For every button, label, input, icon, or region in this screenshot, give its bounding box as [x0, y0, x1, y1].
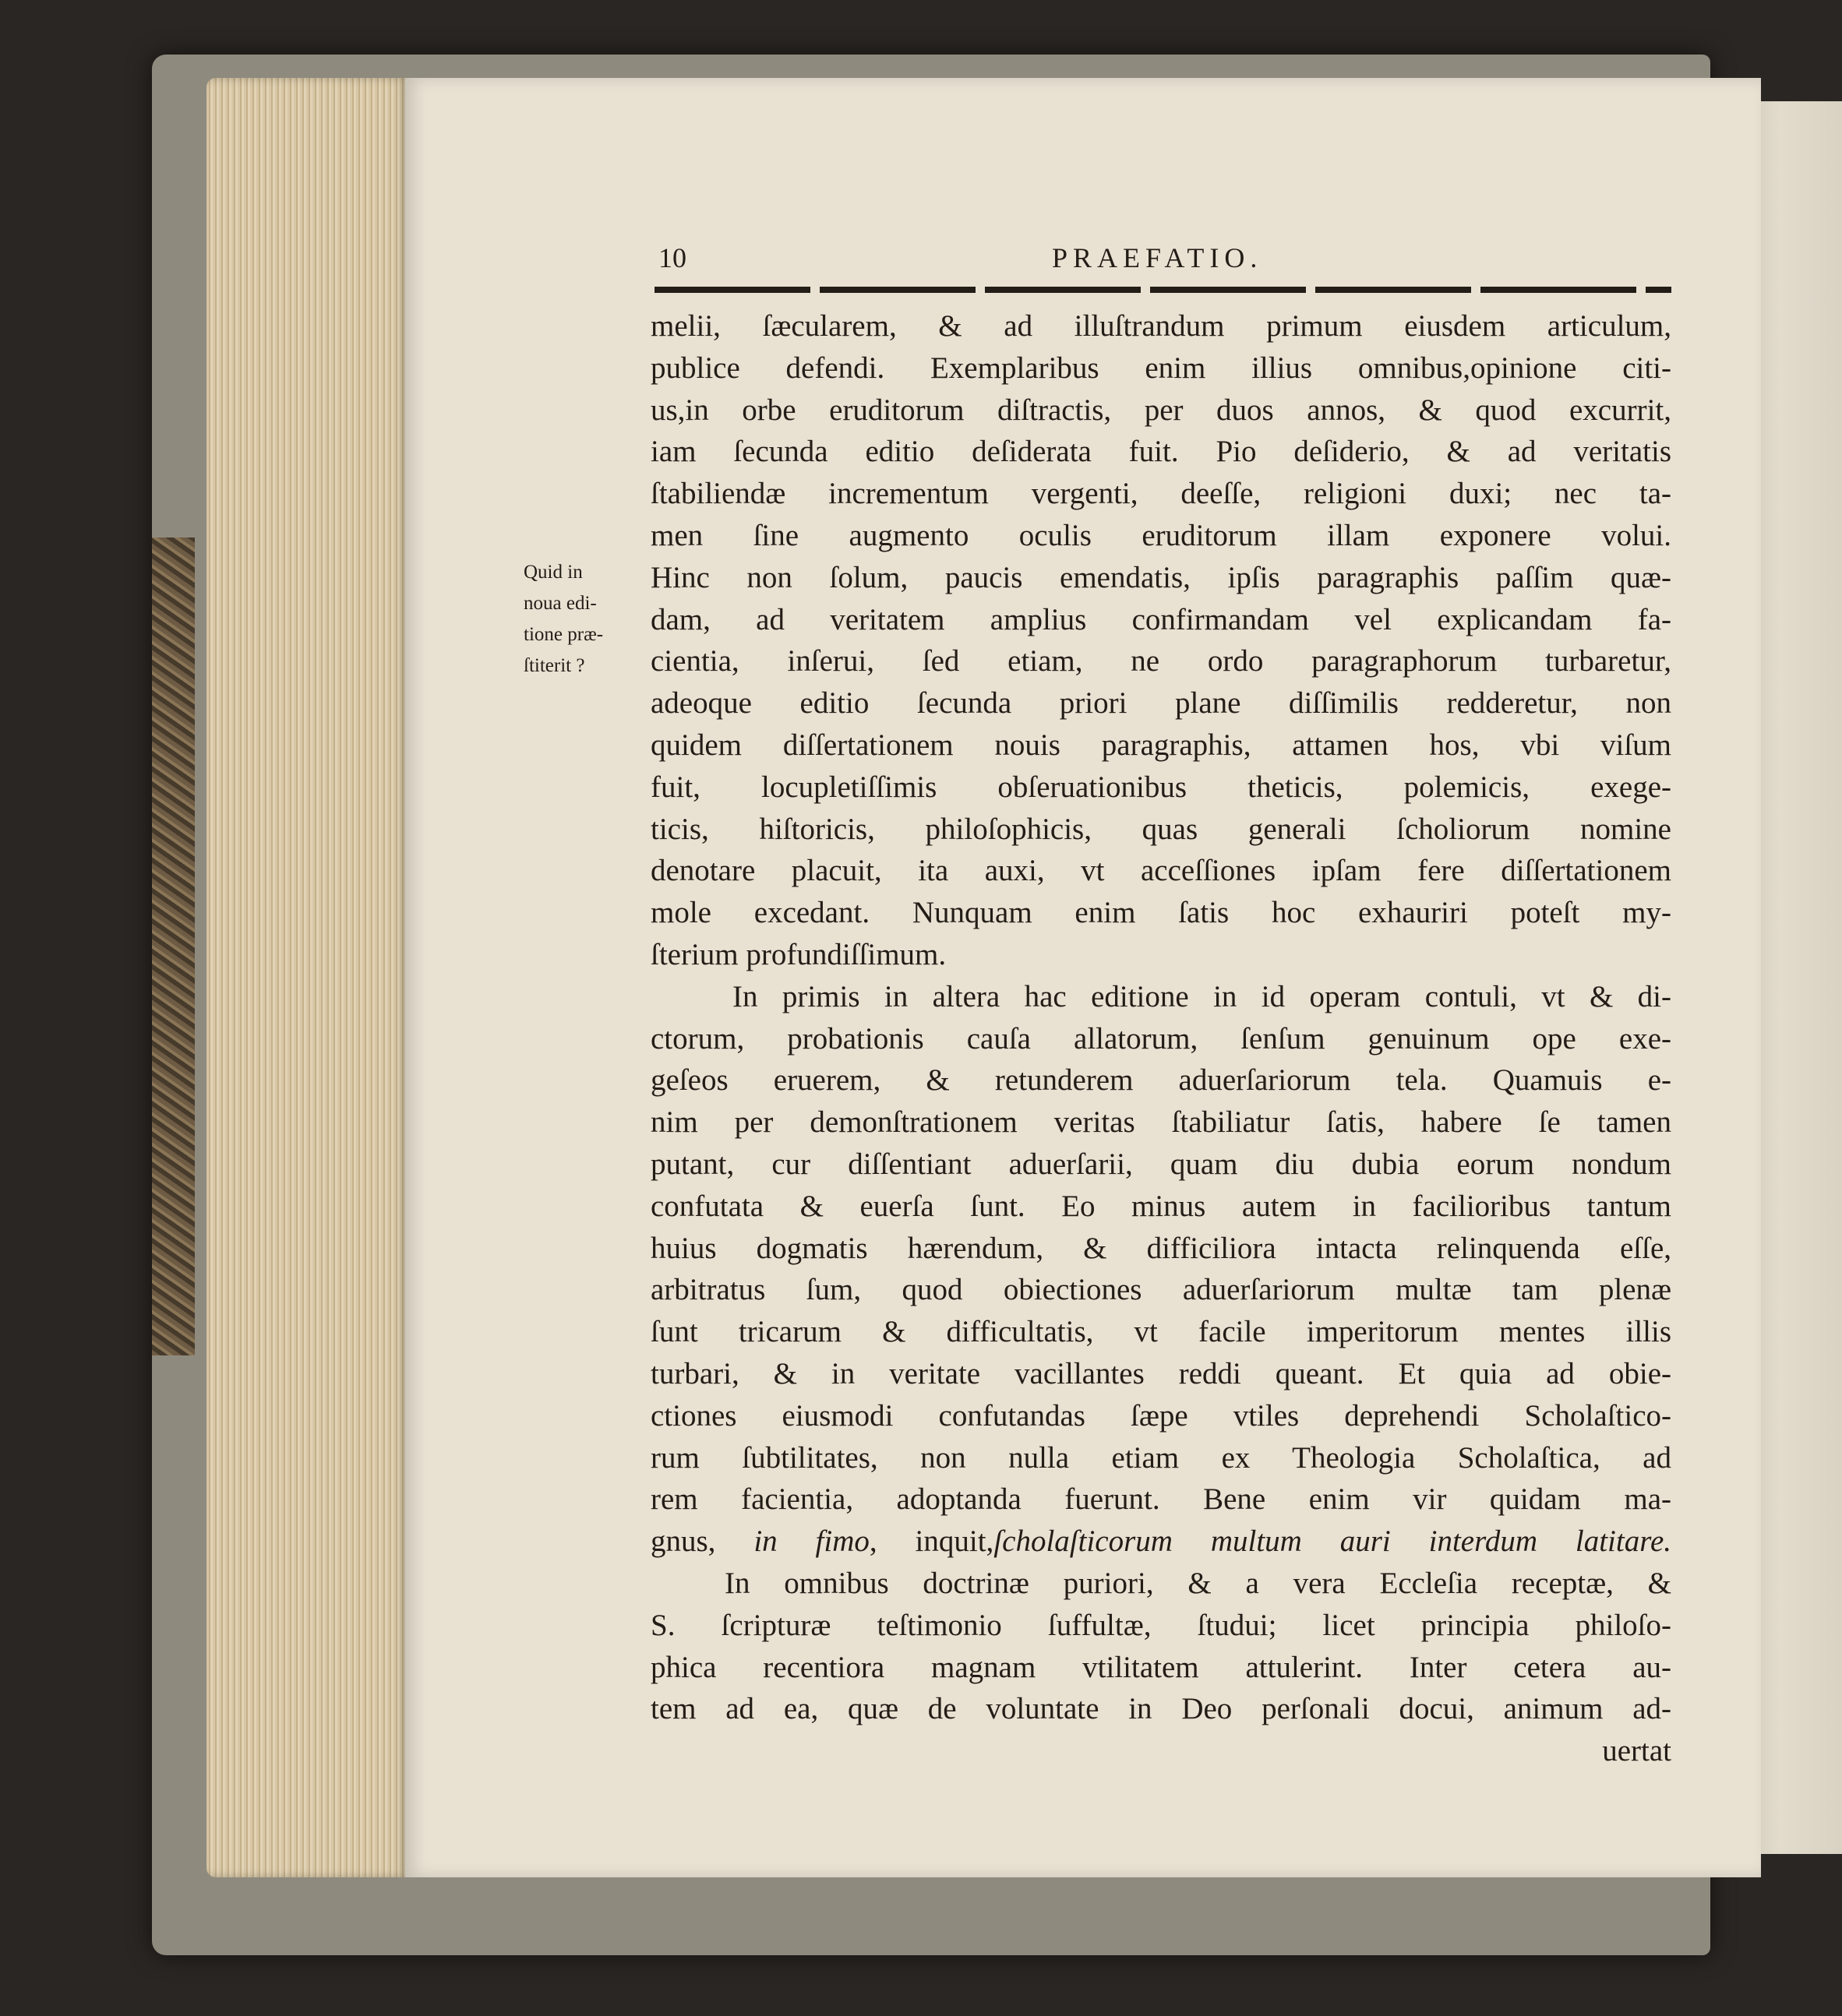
margin-note-line: tione præ- [524, 624, 604, 645]
text-line: cientia, inſerui, ſed etiam, ne ordo paragraphorum turbaretur, [651, 644, 1671, 678]
text-line: turbari, & in veritate vacillantes reddi queant. Et quia ad obie- [651, 1356, 1671, 1390]
body-text [651, 305, 1671, 1772]
page-edges [206, 78, 409, 1877]
text-line: rem facientia, adoptanda fuerunt. Bene enim vir quidam ma- [651, 1482, 1671, 1517]
text-line: iam ſecunda editio deſiderata fuit. Pio deſiderio, & ad veritatis [651, 435, 1671, 469]
text-line: putant, cur diſſentiant aduerſarii, quam diu dubia eorum nondum [651, 1147, 1671, 1181]
text-line: tem ad ea, quæ de voluntate in Deo perſonali docui, animum ad- [651, 1692, 1671, 1726]
text-line: arbitratus ſum, quod obiectiones aduerſariorum multæ tam plenæ [651, 1273, 1671, 1307]
text-line: S. ſcripturæ teſtimonio ſuffultæ, ſtudui; licet principia philoſo- [651, 1608, 1671, 1642]
text-line: nim per demonſtrationem veritas ſtabiliatur ſatis, habere ſe tamen [651, 1105, 1671, 1140]
margin-note-line: Quid in [524, 562, 583, 583]
text-line: us,in orbe eruditorum diſtractis, per duos annos, & quod excurrit, [651, 393, 1671, 427]
text-line: denotare placuit, ita auxi, vt acceſſiones ipſam fere diſſertationem [651, 854, 1671, 888]
text-line: publice defendi. Exemplaribus enim illius omnibus,opinione citi- [651, 351, 1671, 385]
text-line: Hinc non ſolum, paucis emendatis, ipſis paragraphis paſſim quæ- [651, 560, 1671, 594]
quote-italic: ſcholaſticorum multum auri interdum latitare. [993, 1524, 1672, 1559]
text-line: ſterium profundiſſimum. [651, 937, 947, 971]
cover-binding [152, 537, 195, 1355]
catchword: uertat [1602, 1734, 1671, 1768]
text-line: quidem diſſertationem nouis paragraphis, attamen hos, vbi viſum [651, 728, 1671, 762]
margin-note [524, 557, 640, 682]
text-line: ſtabiliendæ incrementum vergenti, deeſſe, religioni duxi; nec ta- [651, 477, 1671, 511]
running-head: PRAEFATIO. [1052, 242, 1263, 273]
text-line: ticis, hiſtoricis, philoſophicis, quas generali ſcholiorum nomine [651, 812, 1671, 846]
margin-note-line: ſtiterit ? [524, 655, 585, 676]
text-line: huius dogmatis hærendum, & difficiliora intacta relinquenda eſſe, [651, 1231, 1671, 1265]
quote-text: gnus, [651, 1524, 754, 1559]
text-line: melii, ſæcularem, & ad illuſtrandum primum eiusdem articulum, [651, 309, 1671, 343]
header-rule [655, 287, 1671, 293]
text-line: dam, ad veritatem amplius confirmandam vel explicandam fa- [651, 602, 1671, 636]
text-line: confutata & euerſa ſunt. Eo minus autem in facilioribus tantum [651, 1189, 1671, 1223]
text-line: fuit, locupletiſſimis obſeruationibus theticis, polemicis, exege- [651, 770, 1671, 804]
quote-text: , inquit, [869, 1524, 994, 1559]
page-number: 10 [658, 242, 686, 273]
text-line: geſeos eruerem, & retunderem aduerſariorum tela. Quamuis e- [651, 1063, 1671, 1098]
text-line: rum ſubtilitates, non nulla etiam ex Theologia Scholaſtica, ad [651, 1440, 1671, 1475]
text-line: phica recentiora magnam vtilitatem attulerint. Inter cetera au- [651, 1650, 1671, 1684]
margin-note-line: noua edi- [524, 593, 597, 614]
text-line: men ſine augmento oculis eruditorum illam exponere volui. [651, 518, 1671, 552]
text-line: ſunt tricarum & difficultatis, vt facile imperitorum mentes illis [651, 1315, 1671, 1349]
page-header [658, 241, 1671, 280]
quote-line [651, 1521, 1671, 1563]
quote-italic: in fimo [753, 1524, 870, 1559]
text-line: In primis in altera hac editione in id operam contuli, vt & di- [732, 979, 1671, 1013]
text-line: adeoque editio ſecunda priori plane diſſimilis redderetur, non [651, 686, 1671, 721]
text-line: mole excedant. Nunquam enim ſatis hoc exhauriri poteſt my- [651, 896, 1671, 930]
text-line: ctorum, probationis cauſa allatorum, ſenſum genuinum ope exe- [651, 1021, 1671, 1056]
text-line: ctiones eiusmodi confutandas ſæpe vtiles deprehendi Scholaſtico- [651, 1398, 1671, 1433]
text-line: In omnibus doctrinæ puriori, & a vera Eccleſia receptæ, & [725, 1566, 1671, 1600]
